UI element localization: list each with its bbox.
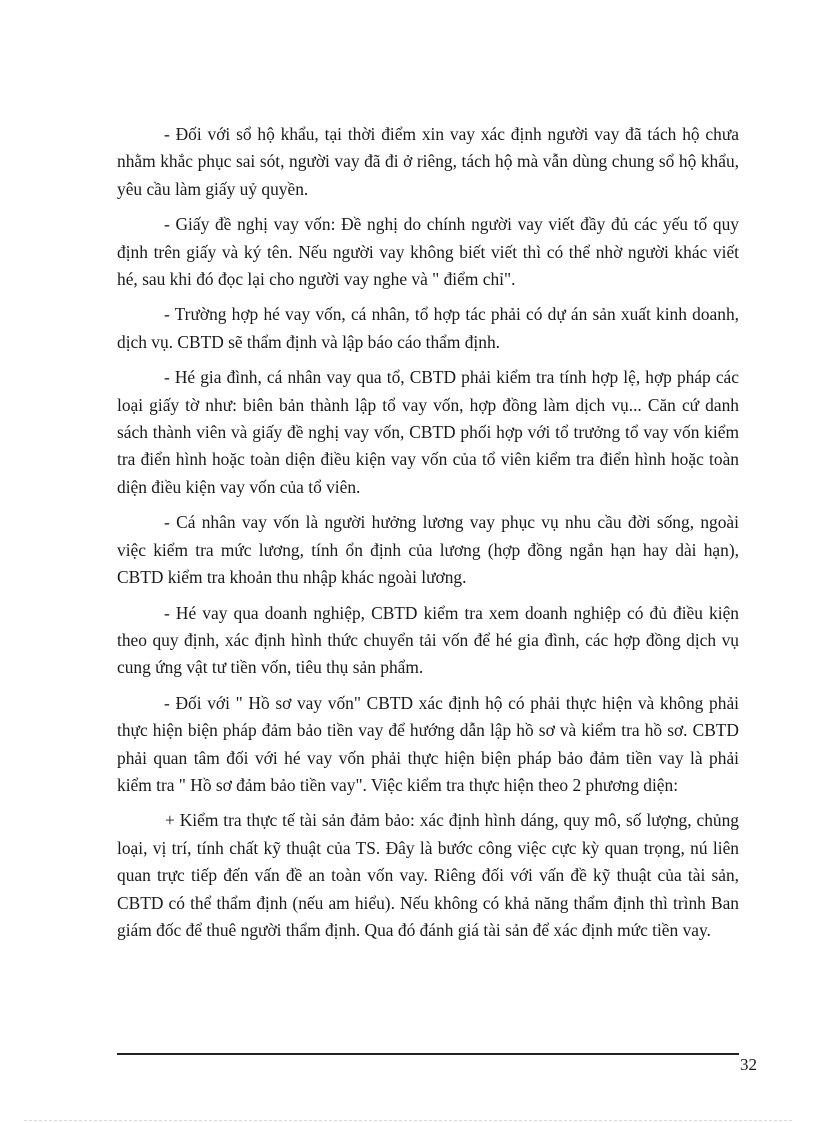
paragraph-enterprise-loans: - Hé vay qua doanh nghiệp, CBTD kiểm tra xem doanh nghiệp có đủ điều kiện theo quy định, xác định hình thức chuyển tải vốn để hé gia đình, các hợp đồng dịch vụ cung ứng vật tư tiền vốn, tiêu thụ sản phẩm. — [117, 602, 739, 678]
paragraph-loan-dossier: - Đối với " Hồ sơ vay vốn" CBTD xác định hộ có phải thực hiện và không phải thực hiện biện pháp đảm bảo tiền vay để hướng dẫn lập hồ sơ và kiểm tra hồ sơ. CBTD phải quan tâm đối với hé vay vốn phải thực hiện biện pháp bảo đảm tiền vay là phải kiểm tra " Hồ sơ đảm bảo tiền vay". Việc kiểm tra thực hiện theo 2 phương diện: — [117, 692, 739, 795]
paragraph-salaried-borrowers: - Cá nhân vay vốn là người hưởng lương vay phục vụ nhu cầu đời sống, ngoài việc kiểm tra mức lương, tính ổn định của lương (hợp đồng ngắn hạn hay dài hạn), CBTD kiểm tra khoản thu nhập khác ngoài lương. — [117, 512, 739, 588]
paragraph-group-loans: - Hé gia đình, cá nhân vay qua tổ, CBTD phải kiểm tra tính hợp lệ, hợp pháp các loại giấy tờ như: biên bản thành lập tổ vay vốn, hợp đồng làm dịch vụ... Căn cứ danh sách thành viên và giấy đề nghị vay vốn, CBTD phối hợp với tổ trưởng tổ vay vốn kiểm tra điển hình hoặc toàn diện điều kiện vay vốn của tổ viên kiểm tra điển hình hoặc toàn diện điều kiện vay vốn của tổ viên. — [117, 367, 739, 497]
paragraph-loan-request-form: - Giấy đề nghị vay vốn: Đề nghị do chính người vay viết đầy đủ các yếu tố quy định trên giấy và ký tên. Nếu người vay không biết viết thì có thể nhờ người khác viết hé, sau khi đó đọc lại cho người vay nghe và " điểm chỉ". — [117, 214, 739, 290]
footer-divider — [117, 1053, 739, 1055]
paragraph-household-registration: - Đối với sổ hộ khẩu, tại thời điểm xin vay xác định người vay đã tách hộ chưa nhằm khắc phục sai sót, người vay đã đi ở riêng, tách hộ mà vẫn dùng chung sổ hộ khẩu, yêu cầu làm giấy uỷ quyền. — [117, 124, 739, 199]
page-number: 32 — [740, 1055, 757, 1074]
document-body — [117, 121, 739, 952]
paragraph-business-project: - Trường hợp hé vay vốn, cá nhân, tổ hợp tác phải có dự án sản xuất kinh doanh, dịch vụ. CBTD sẽ thẩm định và lập báo cáo thẩm định. — [117, 304, 739, 352]
page-bottom-border — [24, 1120, 792, 1121]
paragraph-collateral-check: + Kiểm tra thực tế tài sản đảm bảo: xác định hình dáng, quy mô, số lượng, chủng loại, vị trí, tính chất kỹ thuật của TS. Đây là bước công việc cực kỳ quan trọng, nú liên quan trực tiếp đến vấn đề an toàn vốn vay. Riêng đối với vấn đề kỹ thuật của tài sản, CBTD có thể thẩm định (nếu am hiểu). Nếu không có khả năng thẩm định thì trình Ban giám đốc để thuê người thẩm định. Qua đó đánh giá tài sản để xác định mức tiền vay. — [117, 810, 739, 940]
